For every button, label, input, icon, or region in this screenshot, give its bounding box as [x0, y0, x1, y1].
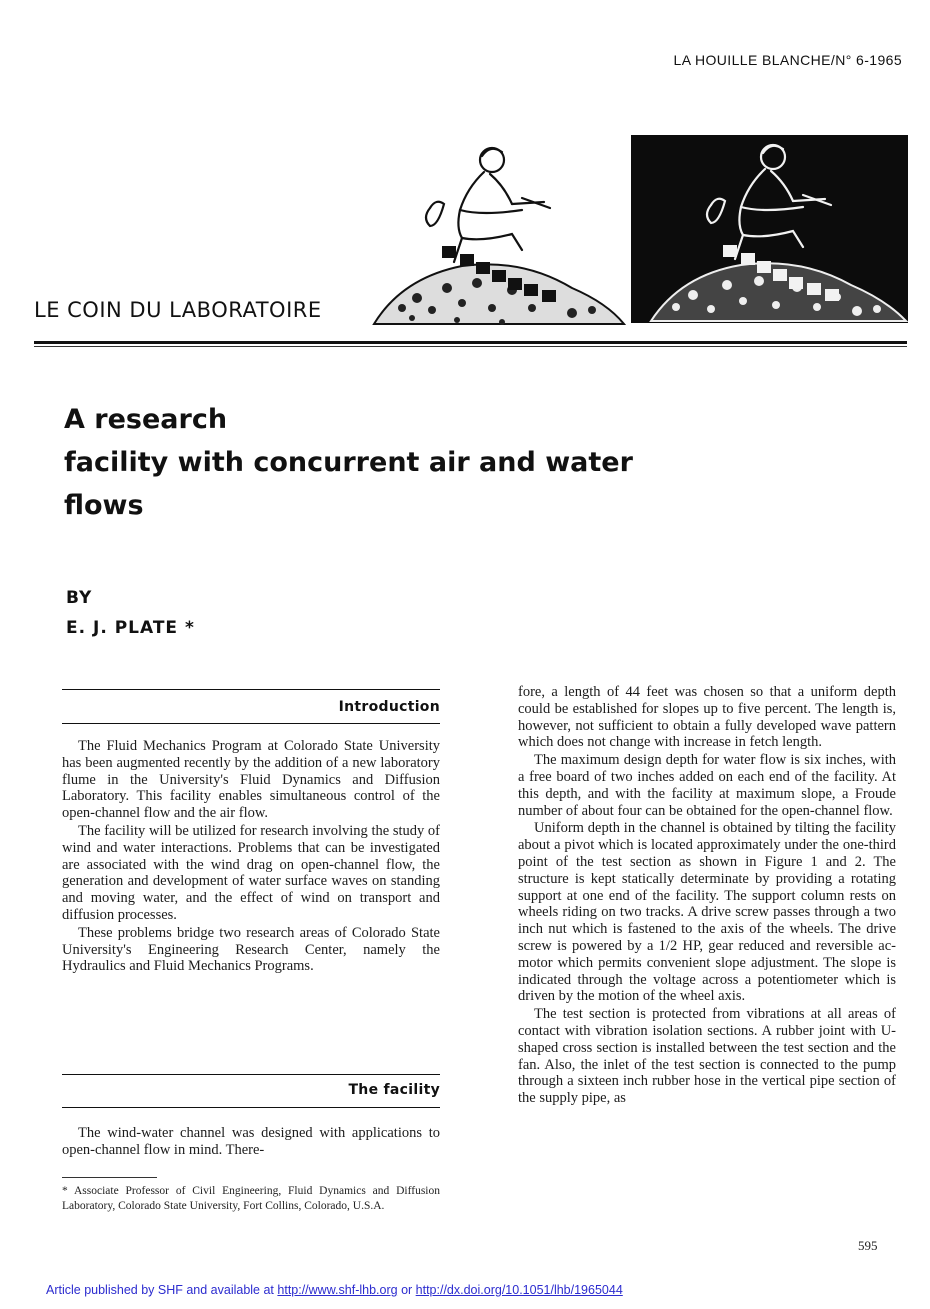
shf-link[interactable]: http://www.shf-lhb.org — [277, 1283, 398, 1297]
author-name: E. J. PLATE * — [66, 618, 195, 638]
intro-body — [62, 738, 440, 976]
reading-man-negative-illustration — [631, 135, 908, 323]
publisher-notice-or: or — [397, 1283, 416, 1297]
intro-heading: Introduction — [338, 699, 440, 715]
right-column-body — [518, 684, 896, 1108]
title-line: flows — [64, 490, 144, 521]
facility-heading: The facility — [348, 1082, 440, 1098]
header-rule — [34, 341, 907, 344]
footnote-rule — [62, 1177, 157, 1178]
facility-rule-top — [62, 1074, 440, 1075]
paragraph: The test section is protected from vibrations at all areas of contact with vibration isolation sections. A rubber joint with U-shaped cross section is installed between the test section and the fan. Also, the inlet of the test section is connected to the pump through a sixteen inch rubber hose in the vertical pipe section of the supply pipe, as — [518, 1006, 896, 1107]
paragraph: The maximum design depth for water flow is six inches, with a free board of two inches added on each end of the facility. At this depth, and with the facility at maximum slope, a Froude number of about four can be obtained for the open-channel flow. — [518, 752, 896, 819]
intro-rule-top — [62, 689, 440, 690]
facility-rule-bottom — [62, 1107, 440, 1108]
paragraph: The Fluid Mechanics Program at Colorado State University has been augmented recently by the addition of a new laboratory flume in the University's Fluid Dynamics and Diffusion Laboratory. This facility enables simultaneous control of the open-channel flow and the air flow. — [62, 738, 440, 822]
intro-rule-bottom — [62, 723, 440, 724]
publisher-notice-prefix: Article published by SHF and available at — [46, 1283, 278, 1297]
doi-link[interactable]: http://dx.doi.org/10.1051/lhb/1965044 — [415, 1283, 623, 1297]
paragraph: fore, a length of 44 feet was chosen so that a uniform depth could be established for slopes up to five percent. The length is, however, not sufficient to obtain a fully developed wave pattern which does not change with increase in fetch length. — [518, 684, 896, 751]
title-line: facility with concurrent air and water — [64, 447, 633, 478]
reading-man-illustration — [372, 138, 627, 326]
header-rule-thin — [34, 346, 907, 347]
paragraph: The wind-water channel was designed with applications to open-channel flow in mind. There- — [62, 1125, 440, 1158]
footnote: * Associate Professor of Civil Engineering, Fluid Dynamics and Diffusion Laboratory, Colorado State University, Fort Collins, Colorado, U.S.A. — [62, 1185, 440, 1212]
paragraph: The facility will be utilized for research involving the study of wind and water interactions. Problems that can be investigated are associated with the wind drag on open-channel flow, the generation and development of water surface waves on standing and moving water, and the effect of wind on transport and diffusion processes. — [62, 822, 440, 923]
facility-body — [62, 1125, 440, 1160]
journal-header: LA HOUILLE BLANCHE/N° 6-1965 — [673, 52, 902, 68]
page-number: 595 — [858, 1238, 878, 1253]
section-title: LE COIN DU LABORATOIRE — [34, 298, 322, 322]
byline-label: BY — [66, 588, 93, 608]
title-line: A research — [64, 404, 228, 435]
publisher-notice — [46, 1283, 623, 1297]
paragraph: These problems bridge two research areas of Colorado State University's Engineering Research Center, namely the Hydraulics and Fluid Mechanics Programs. — [62, 924, 440, 975]
paragraph: Uniform depth in the channel is obtained by tilting the facility about a pivot which is located approximately under the one-third point of the test section as shown in Figure 1 and 2. The structure is kept statically determinate by providing a rotating support at one end of the facility. The support column rests on wheels riding on two tracks. A drive screw passes through a two inch nut which is fastened to the axis of the wheels. The drive screw is powered by a 1/2 HP, gear reduced and reversible ac-motor which permits convenient slope adjustment. The slope is indicated through the voltage across a potentiometer which is driven by the motion of the wheel axis. — [518, 820, 896, 1005]
article-title — [64, 398, 684, 527]
